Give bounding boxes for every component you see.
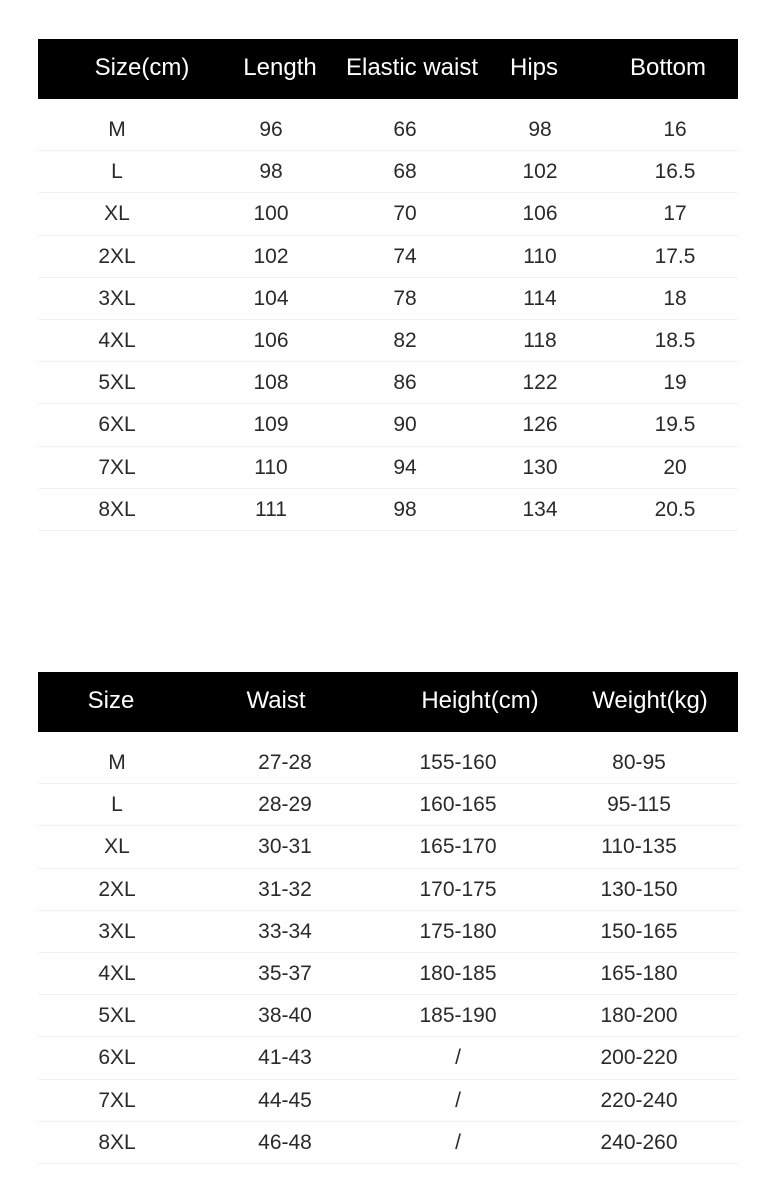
cell-elastic-waist: 66 bbox=[393, 118, 417, 141]
cell-bottom: 18.5 bbox=[654, 328, 696, 352]
cell-height: 160-165 bbox=[419, 793, 497, 817]
cell-hips: 110 bbox=[523, 244, 557, 268]
table-row bbox=[38, 995, 738, 1037]
cell-size: 7XL bbox=[98, 455, 136, 479]
size-fit-table bbox=[38, 672, 738, 1164]
table-row bbox=[38, 193, 738, 235]
cell-waist: 27-28 bbox=[258, 751, 312, 774]
cell-height: 175-180 bbox=[419, 919, 497, 943]
cell-waist: 38-40 bbox=[258, 1004, 312, 1028]
cell-weight: 200-220 bbox=[600, 1046, 678, 1070]
cell-elastic-waist: 86 bbox=[393, 371, 417, 395]
cell-elastic-waist: 94 bbox=[393, 455, 417, 479]
cell-hips: 134 bbox=[522, 497, 558, 521]
table-row bbox=[38, 447, 738, 489]
cell-waist: 30-31 bbox=[258, 835, 312, 859]
cell-weight: 130-150 bbox=[600, 877, 678, 901]
cell-weight: 220-240 bbox=[600, 1088, 678, 1112]
cell-size: 6XL bbox=[98, 413, 136, 437]
table-row bbox=[38, 1080, 738, 1122]
table-row bbox=[38, 320, 738, 362]
cell-bottom: 17.5 bbox=[654, 244, 696, 268]
cell-size: 3XL bbox=[98, 286, 136, 310]
cell-weight: 165-180 bbox=[600, 961, 678, 985]
cell-length: 102 bbox=[253, 244, 289, 268]
cell-weight: 80-95 bbox=[612, 751, 666, 774]
cell-weight: 180-200 bbox=[600, 1004, 678, 1028]
cell-waist: 33-34 bbox=[258, 919, 312, 943]
cell-bottom: 20 bbox=[663, 455, 687, 479]
cell-length: 111 bbox=[255, 497, 287, 521]
table-row bbox=[38, 784, 738, 826]
cell-weight: 95-115 bbox=[607, 793, 671, 817]
cell-size: 5XL bbox=[98, 1004, 136, 1028]
cell-size: M bbox=[108, 118, 126, 141]
table-row bbox=[38, 236, 738, 278]
header-height: Height(cm) bbox=[421, 687, 539, 714]
cell-hips: 106 bbox=[522, 202, 558, 226]
cell-elastic-waist: 74 bbox=[393, 244, 417, 268]
cell-size: L bbox=[111, 793, 123, 817]
cell-waist: 28-29 bbox=[258, 793, 312, 817]
cell-bottom: 16.5 bbox=[654, 160, 696, 184]
cell-waist: 41-43 bbox=[258, 1046, 312, 1070]
cell-waist: 31-32 bbox=[258, 877, 312, 901]
cell-waist: 44-45 bbox=[258, 1088, 312, 1112]
cell-elastic-waist: 70 bbox=[393, 202, 417, 226]
cell-size: 4XL bbox=[98, 961, 136, 985]
header-size-cm: Size(cm) bbox=[94, 54, 190, 81]
cell-height: 185-190 bbox=[419, 1004, 497, 1028]
cell-size: 3XL bbox=[98, 919, 136, 943]
header-length: Length bbox=[243, 54, 317, 81]
cell-size: 6XL bbox=[98, 1046, 136, 1070]
header-waist: Waist bbox=[246, 687, 306, 714]
table-body bbox=[38, 732, 738, 1164]
cell-size: XL bbox=[104, 835, 130, 859]
cell-hips: 98 bbox=[528, 118, 552, 141]
cell-elastic-waist: 90 bbox=[393, 413, 417, 437]
cell-height: / bbox=[455, 1130, 461, 1154]
cell-bottom: 16 bbox=[663, 118, 687, 141]
table-row bbox=[38, 362, 738, 404]
cell-size: 8XL bbox=[98, 1130, 136, 1154]
cell-size: XL bbox=[104, 202, 130, 226]
cell-bottom: 19.5 bbox=[654, 413, 696, 437]
cell-hips: 130 bbox=[522, 455, 558, 479]
cell-length: 96 bbox=[259, 118, 283, 141]
cell-height: 155-160 bbox=[419, 751, 497, 774]
cell-length: 106 bbox=[253, 328, 289, 352]
cell-height: / bbox=[455, 1088, 461, 1112]
table-body bbox=[38, 99, 738, 531]
table-row bbox=[38, 109, 738, 151]
table-row bbox=[38, 1122, 738, 1164]
cell-weight: 110-135 bbox=[601, 835, 677, 859]
cell-length: 109 bbox=[253, 413, 289, 437]
cell-elastic-waist: 82 bbox=[393, 328, 417, 352]
header-elastic-waist: Elastic waist bbox=[345, 54, 479, 81]
cell-hips: 102 bbox=[522, 160, 558, 184]
cell-size: 2XL bbox=[98, 877, 136, 901]
cell-bottom: 18 bbox=[663, 286, 687, 310]
garment-measurements-table bbox=[38, 39, 738, 531]
cell-size: 4XL bbox=[98, 328, 136, 352]
cell-bottom: 19 bbox=[663, 371, 687, 395]
cell-height: 165-170 bbox=[419, 835, 497, 859]
table-row bbox=[38, 742, 738, 784]
cell-height: 180-185 bbox=[419, 961, 497, 985]
header-size: Size bbox=[87, 687, 135, 714]
cell-size: 5XL bbox=[98, 371, 136, 395]
cell-size: 2XL bbox=[98, 244, 136, 268]
table-row bbox=[38, 404, 738, 446]
table-header bbox=[38, 672, 738, 732]
table-row bbox=[38, 489, 738, 531]
cell-size: 7XL bbox=[98, 1088, 136, 1112]
table-row bbox=[38, 953, 738, 995]
table-row bbox=[38, 1037, 738, 1079]
cell-size: M bbox=[108, 751, 126, 774]
cell-height: 170-175 bbox=[419, 877, 497, 901]
cell-weight: 150-165 bbox=[600, 919, 678, 943]
table-row bbox=[38, 911, 738, 953]
cell-length: 104 bbox=[253, 286, 289, 310]
table-header bbox=[38, 39, 738, 99]
header-bottom: Bottom bbox=[629, 54, 707, 81]
table-row bbox=[38, 826, 738, 868]
cell-length: 108 bbox=[253, 371, 289, 395]
cell-elastic-waist: 78 bbox=[393, 286, 417, 310]
cell-size: L bbox=[111, 160, 123, 184]
header-hips: Hips bbox=[509, 54, 559, 81]
cell-bottom: 20.5 bbox=[654, 497, 696, 521]
table-row bbox=[38, 869, 738, 911]
cell-length: 98 bbox=[259, 160, 283, 184]
cell-hips: 122 bbox=[522, 371, 558, 395]
cell-size: 8XL bbox=[98, 497, 136, 521]
cell-length: 110 bbox=[254, 455, 288, 479]
cell-elastic-waist: 98 bbox=[393, 497, 417, 521]
cell-hips: 126 bbox=[522, 413, 558, 437]
cell-bottom: 17 bbox=[663, 202, 687, 226]
cell-waist: 35-37 bbox=[258, 961, 312, 985]
table-row bbox=[38, 151, 738, 193]
cell-hips: 114 bbox=[523, 286, 557, 310]
cell-weight: 240-260 bbox=[600, 1130, 678, 1154]
cell-hips: 118 bbox=[523, 328, 557, 352]
cell-elastic-waist: 68 bbox=[393, 160, 417, 184]
cell-length: 100 bbox=[253, 202, 289, 226]
header-weight: Weight(kg) bbox=[592, 687, 708, 714]
table-row bbox=[38, 278, 738, 320]
cell-height: / bbox=[455, 1046, 461, 1070]
cell-waist: 46-48 bbox=[258, 1130, 312, 1154]
